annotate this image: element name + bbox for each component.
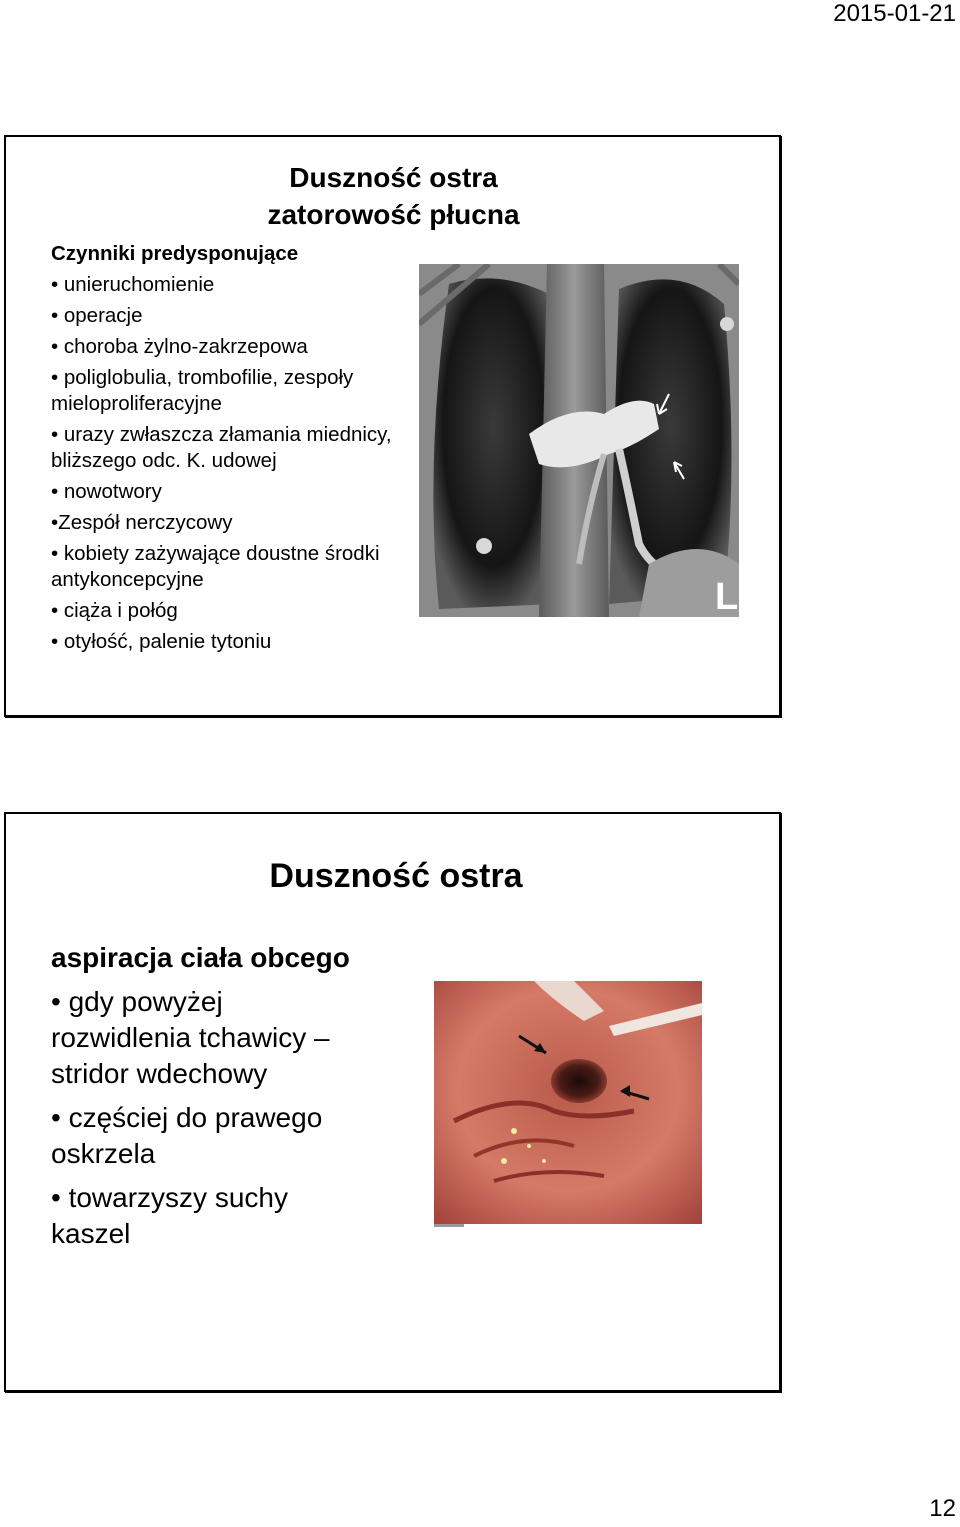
list-item: • nowotwory [51,480,162,503]
date-header: 2015-01-21 [833,0,956,27]
risk-factor-list [51,241,431,660]
list-item: • częściej do prawego oskrzela [51,1102,323,1169]
slide-title: Duszność ostra [269,857,523,895]
list-item: •Zespół nerczycowy [51,511,233,534]
list-item: • operacje [51,304,143,327]
title-line-2: zatorowość płucna [267,199,520,230]
bronchoscopy-image [434,981,702,1224]
slide-title [206,159,581,233]
slide-foreign-body-aspiration [4,812,781,1392]
list-item: • choroba żylno-zakrzepowa [51,335,308,358]
list-item: • urazy zwłaszcza złamania miednicy, bliższego odc. K. udowej [51,423,392,472]
list-item: • ciąża i połóg [51,599,178,622]
list-item: • unieruchomienie [51,273,215,296]
xray-side-marker: L [715,576,739,617]
list-heading: Czynniki predysponujące [51,242,299,265]
list-heading: aspiracja ciała obcego [51,942,350,973]
list-item: • poliglobulia, trombofilie, zespoły mieloproliferacyjne [51,366,354,415]
list-item: • kobiety zażywające doustne środki antykoncepcyjne [51,542,380,591]
symptom-list [51,940,351,1260]
list-item: • gdy powyżej rozwidlenia tchawicy – stridor wdechowy [51,986,330,1089]
slide-pulmonary-embolism [4,135,781,717]
list-item: • towarzyszy suchy kaszel [51,1182,288,1249]
list-item: • otyłość, palenie tytoniu [51,630,272,653]
page-number: 12 [929,1495,956,1522]
title-line-1: Duszność ostra [289,162,498,193]
image-caption-bar [434,1224,464,1227]
chest-xray-image [419,264,739,617]
